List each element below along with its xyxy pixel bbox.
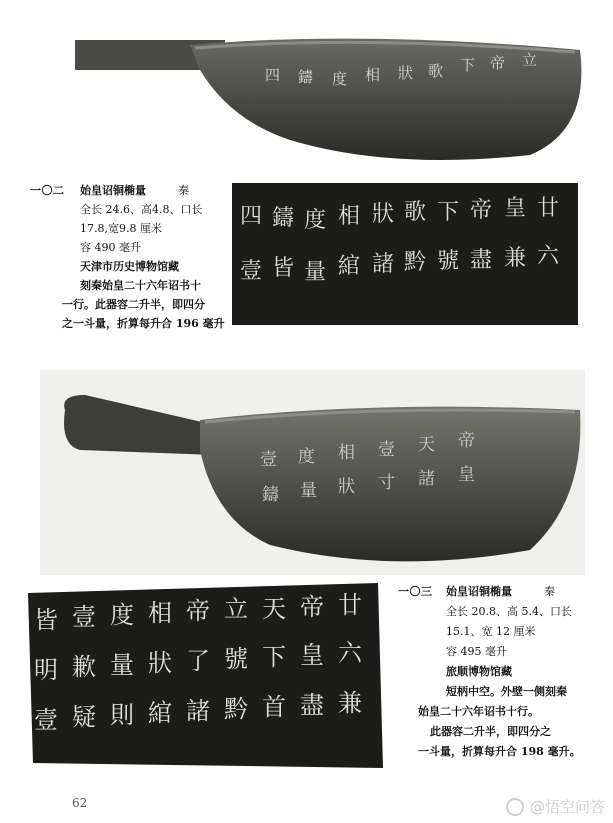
- svg-text:諸: 諸: [372, 252, 395, 277]
- watermark-logo-icon: [506, 798, 524, 816]
- svg-text:皆: 皆: [272, 256, 295, 281]
- svg-text:量: 量: [110, 651, 134, 679]
- photo-measure-102: [60, 20, 600, 170]
- watermark: [506, 796, 605, 817]
- item-103-line-8: 一斗量，折算每升合 198 毫升。: [418, 745, 581, 758]
- svg-text:狀: 狀: [148, 649, 172, 677]
- svg-text:量: 量: [304, 260, 327, 285]
- svg-text:狀: 狀: [338, 477, 355, 497]
- svg-text:綰: 綰: [148, 699, 172, 727]
- svg-text:壹: 壹: [72, 603, 96, 631]
- svg-text:鑄: 鑄: [272, 206, 295, 231]
- svg-text:六: 六: [537, 244, 560, 269]
- svg-text:壹: 壹: [260, 450, 277, 470]
- svg-text:壹: 壹: [378, 440, 395, 460]
- item-102-dynasty: 秦: [178, 184, 189, 197]
- svg-text:明: 明: [34, 656, 58, 684]
- svg-text:廿: 廿: [537, 196, 560, 221]
- svg-text:皆: 皆: [34, 606, 58, 634]
- item-102-line-1: 全长 24.6、高4.8、口长: [80, 203, 203, 216]
- item-103-line-2: 15.1、宽 12 厘米: [446, 625, 536, 638]
- svg-text:壹: 壹: [240, 259, 263, 284]
- svg-text:歉: 歉: [72, 653, 96, 681]
- item-103-line-4: 旅顺博物馆藏: [446, 665, 512, 678]
- svg-text:帝: 帝: [490, 54, 506, 72]
- svg-text:諸: 諸: [186, 697, 210, 725]
- svg-text:首: 首: [262, 693, 286, 721]
- svg-text:下: 下: [437, 200, 460, 225]
- svg-text:相: 相: [338, 204, 361, 229]
- item-103-line-1: 全长 20.8、高 5.4、口长: [446, 605, 572, 618]
- svg-text:狀: 狀: [372, 202, 395, 227]
- svg-text:度: 度: [304, 208, 327, 233]
- svg-text:號: 號: [437, 249, 460, 274]
- svg-text:盡: 盡: [300, 691, 324, 719]
- svg-text:鑄: 鑄: [298, 68, 314, 86]
- item-102-line-2: 17.8,宽9.8 厘米: [80, 222, 162, 235]
- svg-text:歌: 歌: [404, 200, 427, 225]
- svg-text:下: 下: [460, 56, 476, 74]
- svg-text:四: 四: [265, 66, 281, 84]
- item-103-title: 始皇诏铜椭量: [446, 585, 512, 598]
- svg-text:疑: 疑: [72, 703, 96, 731]
- svg-text:下: 下: [262, 643, 286, 671]
- svg-text:黔: 黔: [404, 250, 427, 275]
- svg-text:立: 立: [522, 51, 538, 69]
- svg-text:號: 號: [224, 645, 248, 673]
- photo-measure-103: [40, 370, 585, 575]
- svg-text:兼: 兼: [338, 689, 362, 717]
- item-102-number: 一〇二: [30, 184, 65, 197]
- item-102-line-5: 刻秦始皇二十六年诏书十: [80, 279, 201, 292]
- item-103-line-5: 短柄中空。外壁一侧刻秦: [446, 685, 567, 698]
- svg-text:皇: 皇: [300, 641, 324, 669]
- rubbing-102: [232, 183, 578, 325]
- svg-text:相: 相: [148, 599, 172, 627]
- item-103-dynasty: 秦: [544, 585, 555, 598]
- svg-text:天: 天: [418, 435, 435, 455]
- svg-text:帝: 帝: [458, 431, 475, 451]
- item-102-line-3: 容 490 毫升: [80, 241, 141, 254]
- svg-text:帝: 帝: [300, 593, 324, 621]
- svg-text:狀: 狀: [398, 64, 414, 82]
- item-102-title: 始皇诏铜椭量: [80, 184, 146, 197]
- svg-text:壹: 壹: [34, 706, 58, 734]
- page-number: 62: [72, 796, 88, 810]
- item-103-line-6: 始皇二十六年诏书十行。: [418, 705, 539, 718]
- svg-text:帝: 帝: [186, 597, 210, 625]
- item-103-line-3: 容 495 毫升: [446, 645, 507, 658]
- svg-text:度: 度: [298, 447, 315, 467]
- watermark-text: @悟空问答: [529, 798, 605, 816]
- svg-text:歌: 歌: [428, 62, 444, 80]
- svg-text:度: 度: [332, 70, 348, 88]
- svg-text:相: 相: [338, 443, 355, 463]
- rubbing-103: [28, 583, 383, 768]
- svg-text:則: 則: [110, 701, 134, 729]
- svg-text:黔: 黔: [224, 695, 248, 723]
- svg-text:帝: 帝: [470, 198, 493, 223]
- svg-text:量: 量: [300, 481, 317, 501]
- svg-text:諸: 諸: [418, 469, 435, 489]
- svg-text:六: 六: [338, 639, 362, 667]
- svg-text:皇: 皇: [504, 196, 527, 221]
- svg-text:綰: 綰: [338, 254, 361, 279]
- svg-text:廿: 廿: [338, 591, 362, 619]
- svg-text:度: 度: [110, 601, 134, 629]
- item-103-number: 一〇三: [398, 585, 433, 598]
- item-103-line-7: 此器容二升半，即四分之: [430, 725, 551, 738]
- svg-text:盡: 盡: [470, 248, 493, 273]
- svg-text:相: 相: [365, 66, 381, 84]
- item-102-line-4: 天津市历史博物馆藏: [80, 260, 179, 273]
- svg-text:皇: 皇: [458, 465, 475, 485]
- svg-text:立: 立: [224, 595, 248, 623]
- svg-text:了: 了: [186, 647, 210, 675]
- item-102-line-6: 一行。此器容二升半，即四分: [62, 298, 205, 311]
- svg-text:天: 天: [262, 595, 286, 623]
- svg-text:兼: 兼: [504, 246, 527, 271]
- item-102-line-7: 之一斗量，折算每升合 196 毫升: [62, 317, 225, 330]
- svg-text:四: 四: [240, 204, 263, 229]
- svg-text:寸: 寸: [378, 473, 395, 493]
- svg-text:鑄: 鑄: [262, 485, 279, 505]
